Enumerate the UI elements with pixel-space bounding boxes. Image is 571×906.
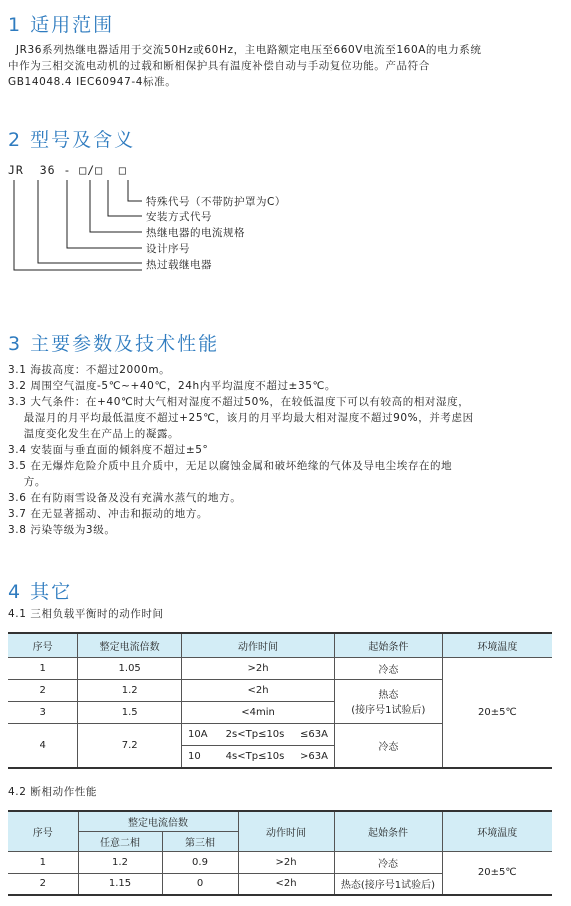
cell-time: <4min (182, 701, 335, 723)
model-label-current: 热继电器的电流规格 (146, 227, 245, 239)
param-item: 3.7 在无显著摇动、冲击和振动的地方。 (8, 508, 209, 520)
cell-mult: 1.05 (78, 657, 182, 679)
col-header: 环境温度 (442, 811, 552, 851)
text-line: JR36系列热继电器适用于交流50Hz或60Hz，主电路额定电压至660V电流至160A的电力系统 (8, 44, 482, 56)
text-line: 中作为三相交流电动机的过载和断相保护具有温度补偿自动与手动复位功能。产品符合 (8, 60, 430, 72)
col-header: 动作时间 (182, 633, 335, 657)
cell-cond: 冷态 (335, 723, 443, 768)
table-row (8, 851, 552, 873)
col-header: 第三相 (162, 831, 238, 851)
param-item: 3.1 海拔高度：不超过2000m。 (8, 364, 171, 376)
col-header: 起始条件 (334, 811, 442, 851)
param-item: 方。 (8, 476, 46, 488)
cell-cond: 冷态 (335, 657, 443, 679)
cell-time: <2h (182, 679, 335, 701)
cell-no: 1 (8, 657, 78, 679)
cell-no: 1 (8, 851, 78, 873)
cell-cond (335, 679, 443, 723)
col-header: 动作时间 (238, 811, 334, 851)
col-header: 整定电流倍数 (78, 811, 238, 831)
sub-range: >63A (300, 750, 328, 762)
cell-time: <2h (238, 873, 334, 895)
param-item: 3.2 周围空气温度-5℃~+40℃，24h内平均温度不超过±35℃。 (8, 380, 337, 392)
text-line: GB14048.4 IEC60947-4标准。 (8, 76, 177, 88)
section-3-title: 3 主要参数及技术性能 (8, 333, 220, 355)
col-header: 任意二相 (78, 831, 162, 851)
model-label-design: 设计序号 (146, 243, 190, 255)
balanced-load-table (8, 632, 552, 769)
model-code: JR 36 - □/□ □ (8, 163, 127, 177)
section-1-title: 1 适用范围 (8, 14, 115, 36)
cell-mult: 1.2 (78, 679, 182, 701)
model-label-mounting: 安装方式代号 (146, 211, 212, 223)
section-4-title: 4 其它 (8, 581, 73, 603)
cell-any2: 1.2 (78, 851, 162, 873)
param-item: 温度变化发生在产品上的凝露。 (8, 428, 180, 440)
cell-cond: 冷态 (334, 851, 442, 873)
cell-no: 3 (8, 701, 78, 723)
cell-mult: 7.2 (78, 723, 182, 768)
param-item: 3.6 在有防雨雪设备及没有充满水蒸气的地方。 (8, 492, 242, 504)
cell-any2: 1.15 (78, 873, 162, 895)
table-2-caption: 4.2 断相动作性能 (8, 786, 98, 798)
model-label-special: 特殊代号（不带防护罩为C） (146, 196, 286, 208)
model-label-type: 热过载继电器 (146, 259, 212, 271)
cell-third: 0 (162, 873, 238, 895)
cell-temp: 20±5℃ (442, 851, 552, 895)
param-item: 3.3 大气条件：在+40℃时大气相对湿度不超过50%，在较低温度下可以有较高的相对湿度， (8, 396, 470, 408)
sub-current: 10 (188, 750, 201, 762)
param-item: 3.8 污染等级为3级。 (8, 524, 116, 536)
table-row (8, 657, 552, 679)
cond-hot: 热态 (378, 690, 399, 701)
sub-time: 4s<Tp≤10s (225, 750, 285, 762)
cell-third: 0.9 (162, 851, 238, 873)
col-header: 序号 (8, 633, 78, 657)
sub-range: ≤63A (300, 728, 328, 740)
col-header: 序号 (8, 811, 78, 851)
cell-no: 2 (8, 679, 78, 701)
cell-cond: 热态(接序号1试验后) (334, 873, 442, 895)
table-1-caption: 4.1 三相负载平衡时的动作时间 (8, 608, 164, 620)
param-item: 最湿月的月平均最低温度不超过+25℃，该月的月平均最大相对湿度不超过90%，并考虑因 (8, 412, 474, 424)
cell-time-split (182, 723, 335, 768)
cell-time: >2h (238, 851, 334, 873)
section-3-list (8, 362, 474, 538)
col-header: 环境温度 (442, 633, 552, 657)
phase-loss-table (8, 810, 552, 896)
col-header: 整定电流倍数 (78, 633, 182, 657)
cell-mult: 1.5 (78, 701, 182, 723)
cell-temp: 20±5℃ (442, 657, 552, 768)
cell-no: 4 (8, 723, 78, 768)
col-header: 起始条件 (335, 633, 443, 657)
param-item: 3.5 在无爆炸危险介质中且介质中，无足以腐蚀金属和破坏绝缘的气体及导电尘埃存在的地 (8, 460, 453, 472)
cell-no: 2 (8, 873, 78, 895)
cell-time: >2h (182, 657, 335, 679)
param-item: 3.4 安装面与垂直面的倾斜度不超过±5° (8, 444, 209, 456)
cond-hot-note: (接序号1试验后) (351, 705, 426, 716)
sub-current: 10A (188, 728, 208, 740)
sub-time: 2s<Tp≤10s (225, 728, 285, 740)
section-2-title: 2 型号及含义 (8, 129, 136, 151)
section-1-text (8, 42, 482, 90)
